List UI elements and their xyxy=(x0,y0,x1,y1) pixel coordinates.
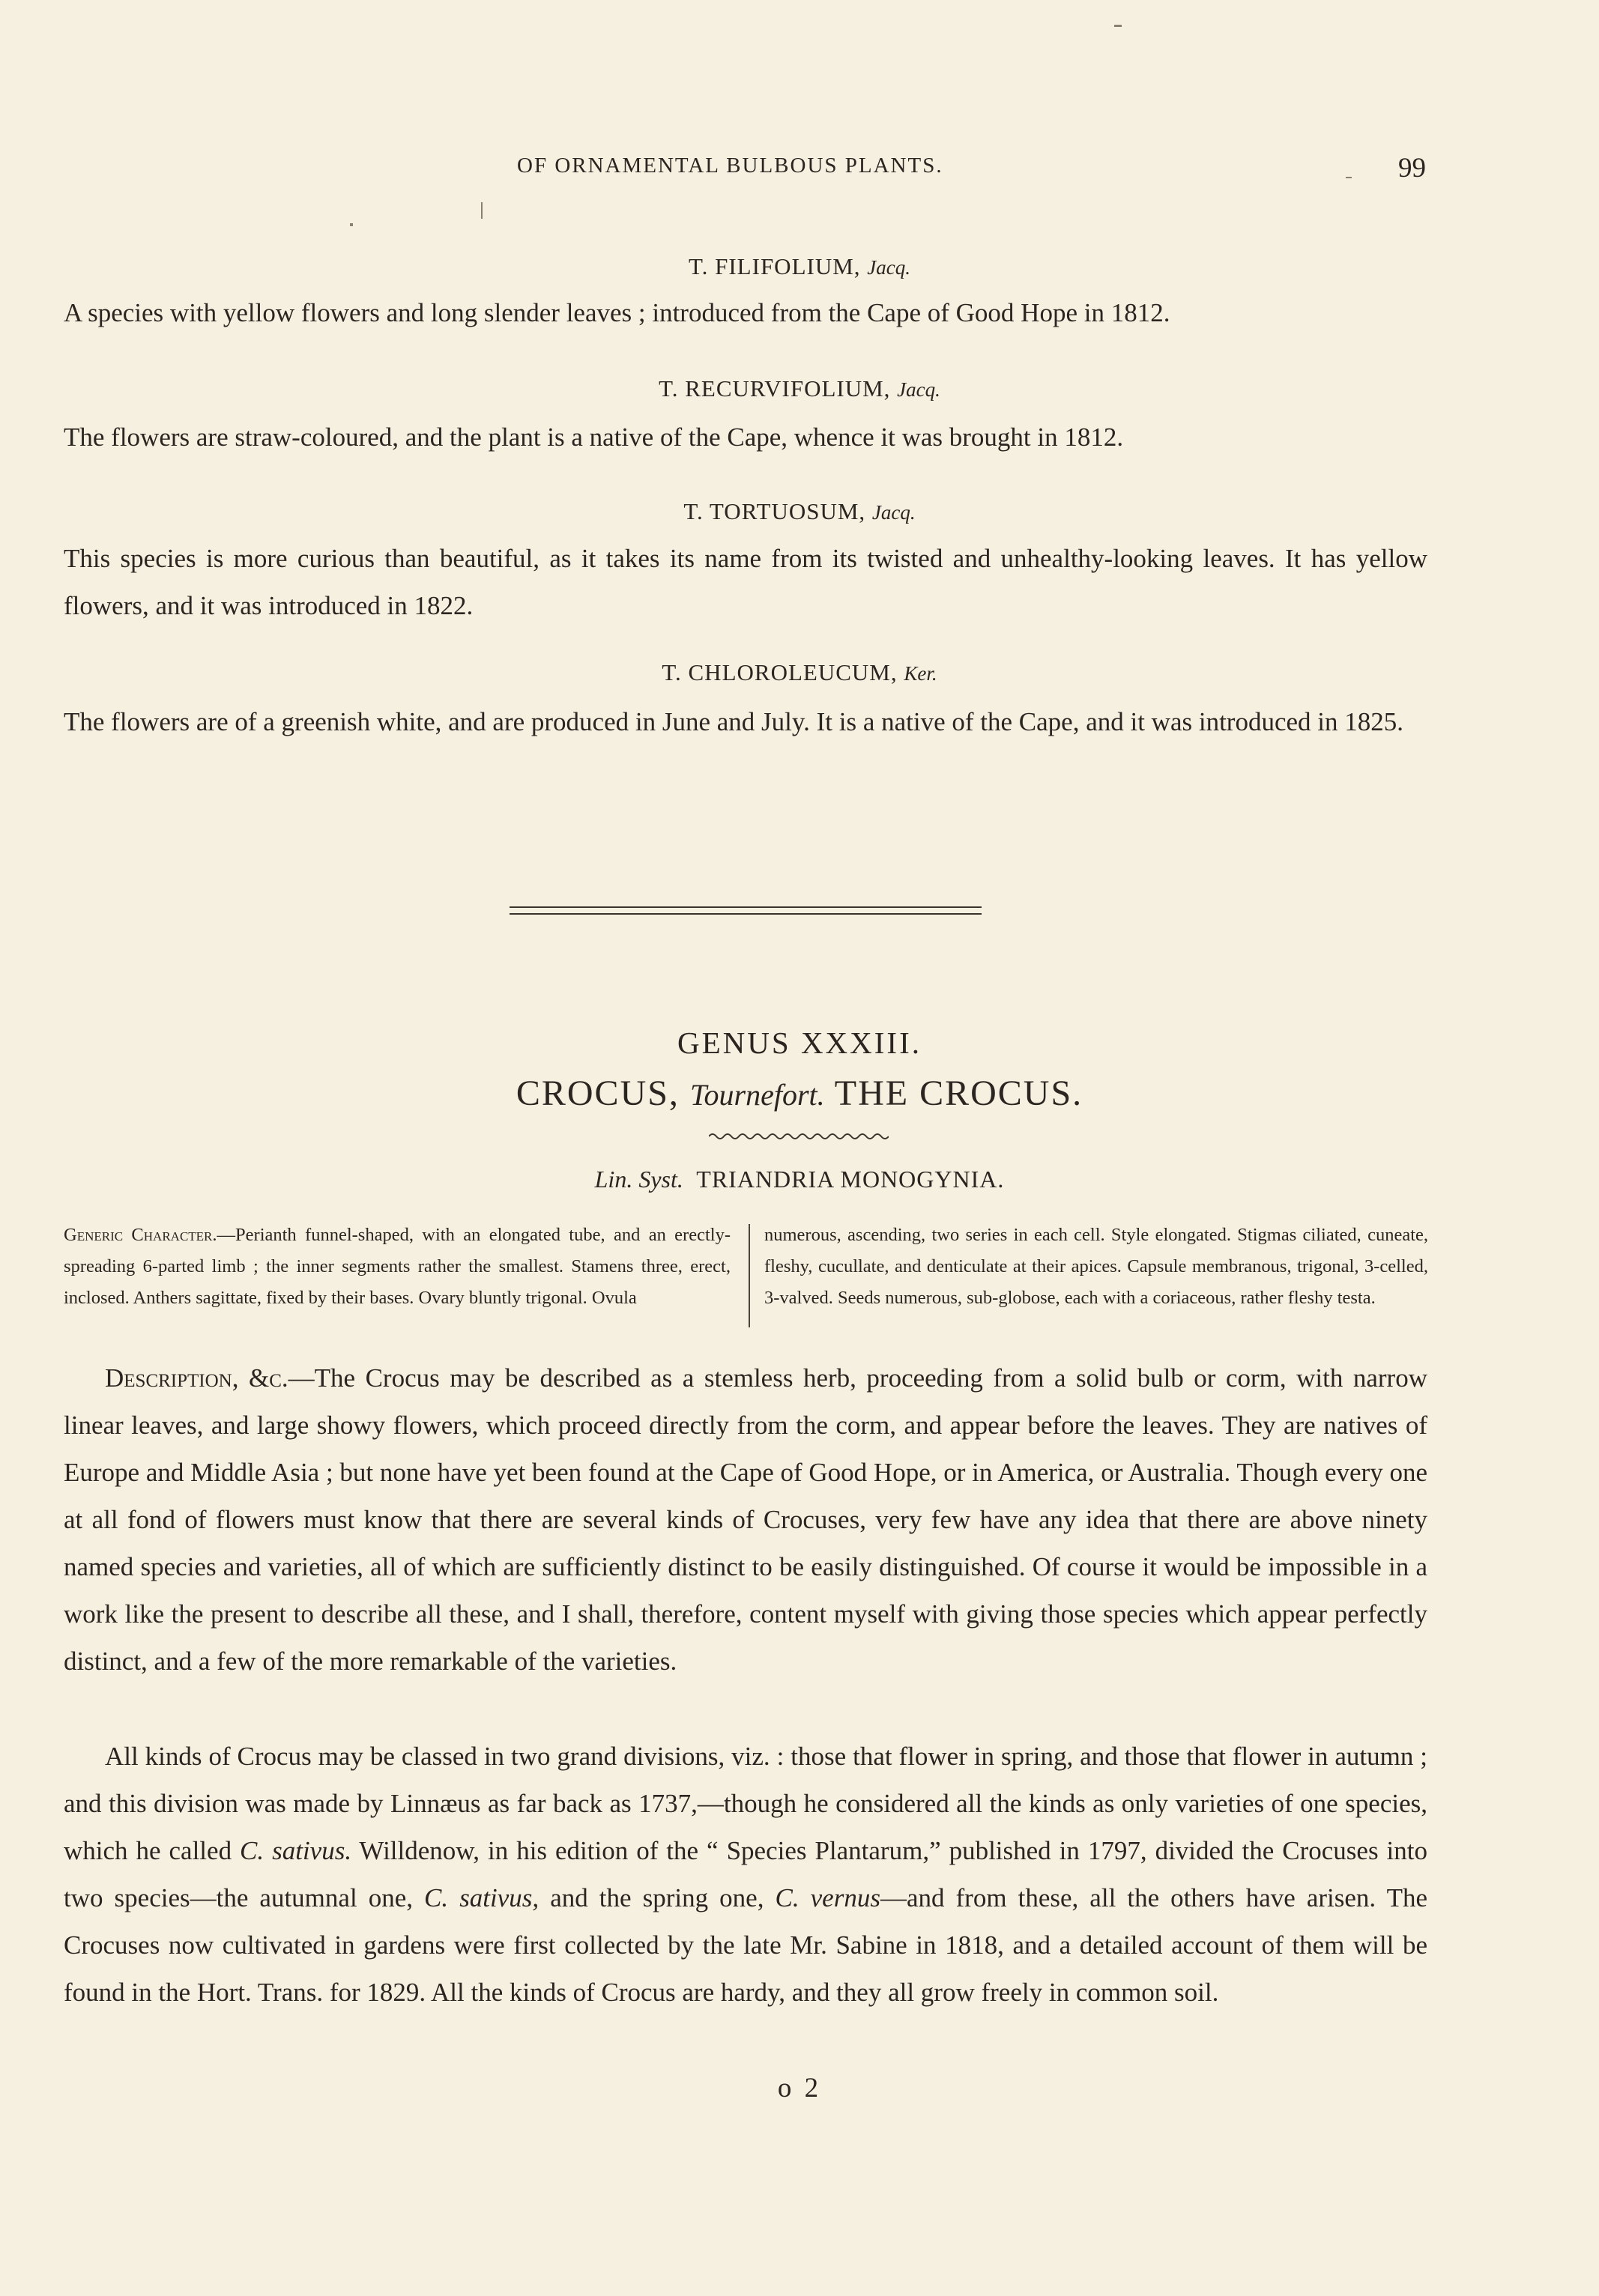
running-title: OF ORNAMENTAL BULBOUS PLANTS. xyxy=(517,154,943,178)
genus-authority: Tournefort. xyxy=(689,1078,825,1112)
species-name: T. FILIFOLIUM, xyxy=(688,253,861,279)
paragraph-text: All kinds of Crocus may be classed in two grand divisions, viz. : those that flower in spring, and those that flower in autumn ; and this division was made by Linnæus as far back as 1737,—though he considered all the kinds as only varieties of one species, which he called xyxy=(64,1742,1427,1865)
linnaean-label: Lin. Syst. xyxy=(594,1166,683,1193)
paragraph-text: —and from these, all the others have arisen. The Crocuses now cultivated in gardens were first collected by the late Mr. Sabine in 1818, and a detailed account of them will be found in the Hort. Trans. for 1829. All the kinds of Crocus are hardy, and they all grow freely in common soil. xyxy=(64,1883,1427,2007)
generic-character-label: Generic Character. xyxy=(64,1225,217,1245)
paper-speck xyxy=(350,223,353,226)
paragraph-text: and the spring one, xyxy=(539,1883,776,1912)
page-number: 99 xyxy=(1398,153,1426,184)
species-name: T. RECURVIFOLIUM, xyxy=(659,375,891,402)
section-divider-rule xyxy=(510,913,982,915)
wavy-ornament xyxy=(709,1130,889,1143)
genus-name: CROCUS, xyxy=(516,1073,680,1113)
description-paragraph-1 xyxy=(64,1354,1427,1685)
column-divider xyxy=(749,1224,750,1327)
generic-character-text-left: —Perianth funnel-shaped, with an elongated tube, and an erectly-spreading 6-parted limb ; the inner segments rather the smallest. Stamens three, erect, inclosed. Anthers sagittate, fixed by their bases. Ovary bluntly trigonal. Ovula xyxy=(64,1225,731,1308)
species-heading-filifolium xyxy=(0,253,1599,280)
genus-common-name: THE CROCUS. xyxy=(834,1073,1083,1113)
paper-speck xyxy=(1114,25,1122,27)
linnaean-class: TRIANDRIA MONOGYNIA. xyxy=(696,1166,1005,1193)
species-reference: C. sativus. xyxy=(240,1836,352,1865)
species-description-chloroleucum: The flowers are of a greenish white, and are produced in June and July. It is a native of the Cape, and it was introduced in 1825. xyxy=(64,707,1404,736)
description-text-1: —The Crocus may be described as a stemless herb, proceeding from a solid bulb or corm, with narrow linear leaves, and large showy flowers, which proceed directly from the corm, and appear before the leaves. They are natives of Europe and Middle Asia ; but none have yet been found at the Cape of Good Hope, or in America, or Australia. Though every one at all fond of flowers must know that there are several kinds of Crocuses, very few have any idea that there are above ninety named species and varieties, all of which are sufficiently distinct to be easily distinguished. Of course it would be impossible in a work like the present to describe all these, and I shall, therefore, content myself with giving those species which appear perfectly distinct, and a few of the more remarkable of the varieties. xyxy=(64,1363,1427,1676)
species-authority: Jacq. xyxy=(871,501,916,524)
generic-character-right-column: numerous, ascending, two series in each cell. Style elongated. Stigmas ciliated, cuneate, fleshy, cucullate, and denticulate at their apices. Capsule membranous, trigonal, 3-celled, 3-valved. Seeds numerous, sub-globose, each with a coriaceous, rather fleshy testa. xyxy=(764,1225,1428,1308)
paragraph-text: Willdenow, in his edition of the “ Species Plantarum,” published in 1797, divided the Crocuses into two species—the autumnal one, xyxy=(64,1836,1427,1912)
species-authority: Jacq. xyxy=(897,378,940,401)
generic-character-left-column xyxy=(64,1220,731,1314)
species-heading-tortuosum xyxy=(0,498,1599,525)
description-label: Description, &c. xyxy=(105,1363,288,1393)
section-divider-rule xyxy=(510,906,982,908)
paper-speck xyxy=(481,202,483,219)
species-description-tortuosum: This species is more curious than beautiful, as it takes its name from its twisted and unhealthy-looking leaves. It has yellow flowers, and it was introduced in 1822. xyxy=(64,544,1427,620)
genus-heading xyxy=(0,1073,1599,1114)
paper-speck xyxy=(1346,177,1352,178)
species-reference: C. sativus, xyxy=(424,1883,539,1912)
species-heading-recurvifolium xyxy=(0,375,1599,402)
species-name: T. TORTUOSUM, xyxy=(683,498,866,524)
species-heading-chloroleucum xyxy=(0,659,1599,686)
description-paragraph-2 xyxy=(64,1733,1427,2016)
genus-title: GENUS XXXIII. xyxy=(677,1026,922,1060)
signature-mark: o 2 xyxy=(777,2073,822,2103)
species-description-filifolium: A species with yellow flowers and long slender leaves ; introduced from the Cape of Good Hope in 1812. xyxy=(64,298,1170,327)
species-authority: Ker. xyxy=(904,662,937,685)
species-description-recurvifolium: The flowers are straw-coloured, and the plant is a native of the Cape, whence it was brought in 1812. xyxy=(64,422,1124,452)
running-head xyxy=(0,154,1599,191)
linnaean-system xyxy=(0,1166,1599,1193)
species-name: T. CHLOROLEUCUM, xyxy=(662,659,898,685)
species-reference: C. vernus xyxy=(775,1883,880,1912)
species-authority: Jacq. xyxy=(867,256,910,279)
